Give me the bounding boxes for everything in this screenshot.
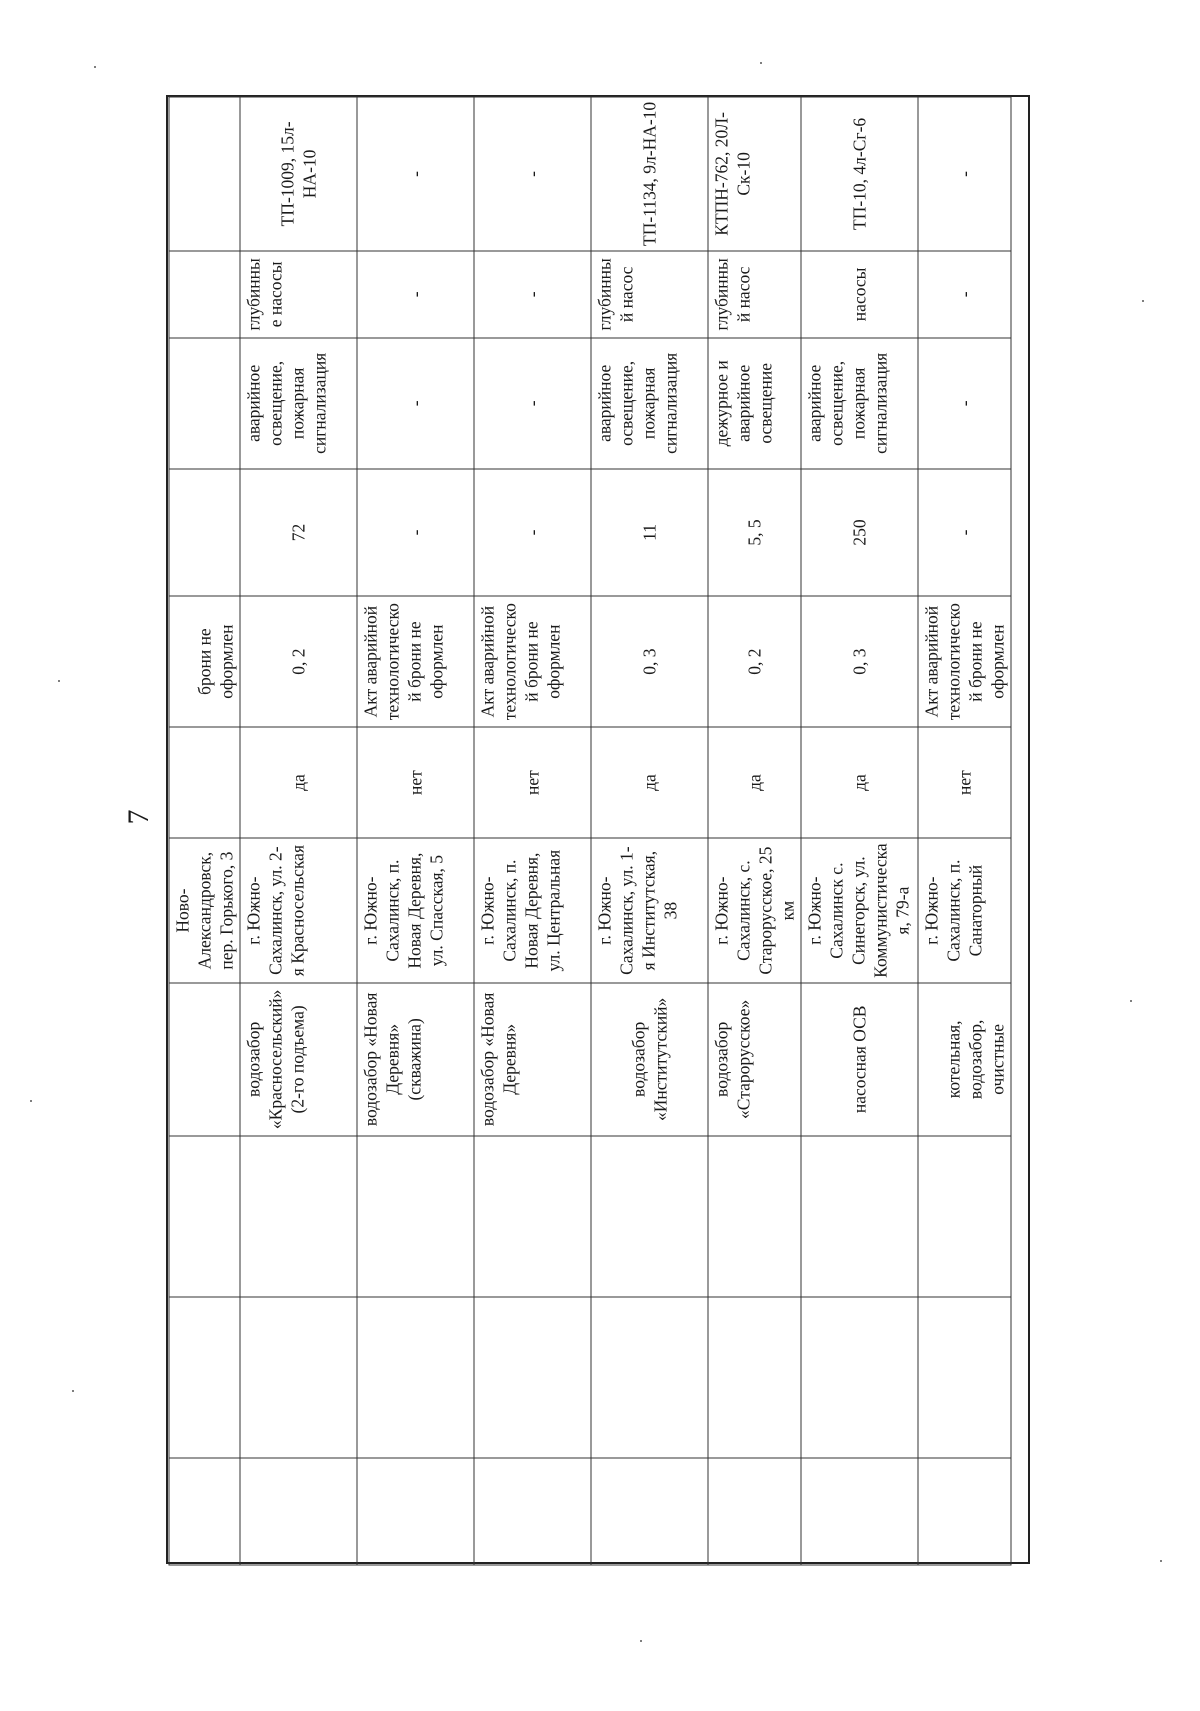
rotated-table-container [169,97,1033,1566]
availability-cell: нет [357,727,474,838]
cell [708,1136,801,1297]
equipment-cell: аварийное освещение, пожарная сигнализация [591,338,708,469]
substation-cell: КТПН-762, 20Л-Ск-10 [708,97,801,251]
substation-cell: ТП-1009, 15л-НА-10 [240,97,357,251]
cell [240,1136,357,1297]
equipment-cell: - [918,338,1011,469]
availability-cell: да [801,727,918,838]
table-row [169,97,240,1565]
availability-cell: да [708,727,801,838]
availability-cell: нет [474,727,591,838]
pumps-cell: глубинный насос [591,251,708,338]
reservation-cell: Акт аварийной технологической брони не оформлен [918,596,1011,727]
power-cell: 250 [801,469,918,597]
reservation-cell: Акт аварийной технологической брони не оформлен [474,596,591,727]
table-row [591,97,708,1565]
cell [169,1458,240,1565]
cell [918,1458,1011,1565]
cell [357,1297,474,1458]
cell [474,1458,591,1565]
table-row [357,97,474,1565]
equipment-cell: аварийное освещение, пожарная сигнализация [801,338,918,469]
cell [169,727,240,838]
scan-speck [72,1390,74,1392]
power-cell: - [357,469,474,597]
address-cell: г. Южно-Сахалинск, с. Старорусское, 25 км [708,838,801,983]
power-cell: 72 [240,469,357,597]
scan-speck [30,1100,32,1102]
substation-cell: - [474,97,591,251]
object-name-cell: водозабор «Старорусское» [708,983,801,1136]
equipment-cell: - [474,338,591,469]
cell [169,1136,240,1297]
scan-speck [1160,1560,1162,1562]
cell [918,1297,1011,1458]
address-cell: г. Южно-Сахалинск, ул. 1-я Институтская, 38 [591,838,708,983]
pumps-cell: - [918,251,1011,338]
reservation-cell: 0, 2 [240,596,357,727]
address-cell: г. Южно-Сахалинск, п. Санаторный [918,838,1011,983]
equipment-cell: дежурное и аварийное освещение [708,338,801,469]
table-row [801,97,918,1565]
address-cell: Ново-Александровск, пер. Горького, 3 [169,838,240,983]
power-cell: - [918,469,1011,597]
data-table [169,97,1012,1566]
page-number: 7 [122,809,155,825]
scan-speck [94,66,96,68]
availability-cell: да [591,727,708,838]
cell [591,1297,708,1458]
object-name-cell: водозабор «Красносельский» (2-го подъема) [240,983,357,1136]
cell [169,338,240,469]
object-name-cell: водозабор «Новая Деревня» [474,983,591,1136]
reservation-cell: Акт аварийной технологической брони не оформлен [357,596,474,727]
substation-cell: ТП-1134, 9л-НА-10 [591,97,708,251]
table-row [708,97,801,1565]
table-row [474,97,591,1565]
reservation-cell: брони не оформлен [169,596,240,727]
object-name-cell: насосная ОСВ [801,983,918,1136]
cell [357,1136,474,1297]
cell [169,1297,240,1458]
cell [474,1136,591,1297]
address-cell: г. Южно-Сахалинск, п. Новая Деревня, ул. Центральная [474,838,591,983]
cell [169,251,240,338]
pumps-cell: глубинные насосы [240,251,357,338]
reservation-cell: 0, 3 [591,596,708,727]
pumps-cell: насосы [801,251,918,338]
availability-cell: нет [918,727,1011,838]
cell [801,1458,918,1565]
cell [169,983,240,1136]
cell [240,1297,357,1458]
cell [357,1458,474,1565]
cell [474,1297,591,1458]
scan-speck [1142,300,1144,302]
object-name-cell: водозабор «Новая Деревня» (скважина) [357,983,474,1136]
scan-speck [760,62,762,64]
table-row [918,97,1011,1565]
cell [801,1297,918,1458]
pumps-cell: глубинный насос [708,251,801,338]
scan-speck [640,1640,642,1642]
cell [169,97,240,251]
cell [708,1458,801,1565]
cell [801,1136,918,1297]
power-cell: 5, 5 [708,469,801,597]
address-cell: г. Южно-Сахалинск с. Синегорск, ул. Коммунистическая, 79-а [801,838,918,983]
cell [591,1136,708,1297]
object-name-cell: водозабор «Институтский» [591,983,708,1136]
table-row [240,97,357,1565]
substation-cell: - [918,97,1011,251]
address-cell: г. Южно-Сахалинск, п. Новая Деревня, ул. Спасская, 5 [357,838,474,983]
table-frame [166,95,1030,1564]
substation-cell: ТП-10, 4л-Сг-6 [801,97,918,251]
cell [240,1458,357,1565]
reservation-cell: 0, 2 [708,596,801,727]
scan-speck [58,680,60,682]
power-cell: 11 [591,469,708,597]
cell [708,1297,801,1458]
reservation-cell: 0, 3 [801,596,918,727]
scan-speck [1130,1000,1132,1002]
equipment-cell: аварийное освещение, пожарная сигнализация [240,338,357,469]
equipment-cell: - [357,338,474,469]
power-cell: - [474,469,591,597]
pumps-cell: - [474,251,591,338]
availability-cell: да [240,727,357,838]
substation-cell: - [357,97,474,251]
address-cell: г. Южно-Сахалинск, ул. 2-я Красносельская [240,838,357,983]
object-name-cell: котельная, водозабор, очистные [918,983,1011,1136]
cell [918,1136,1011,1297]
cell [591,1458,708,1565]
cell [169,469,240,597]
pumps-cell: - [357,251,474,338]
